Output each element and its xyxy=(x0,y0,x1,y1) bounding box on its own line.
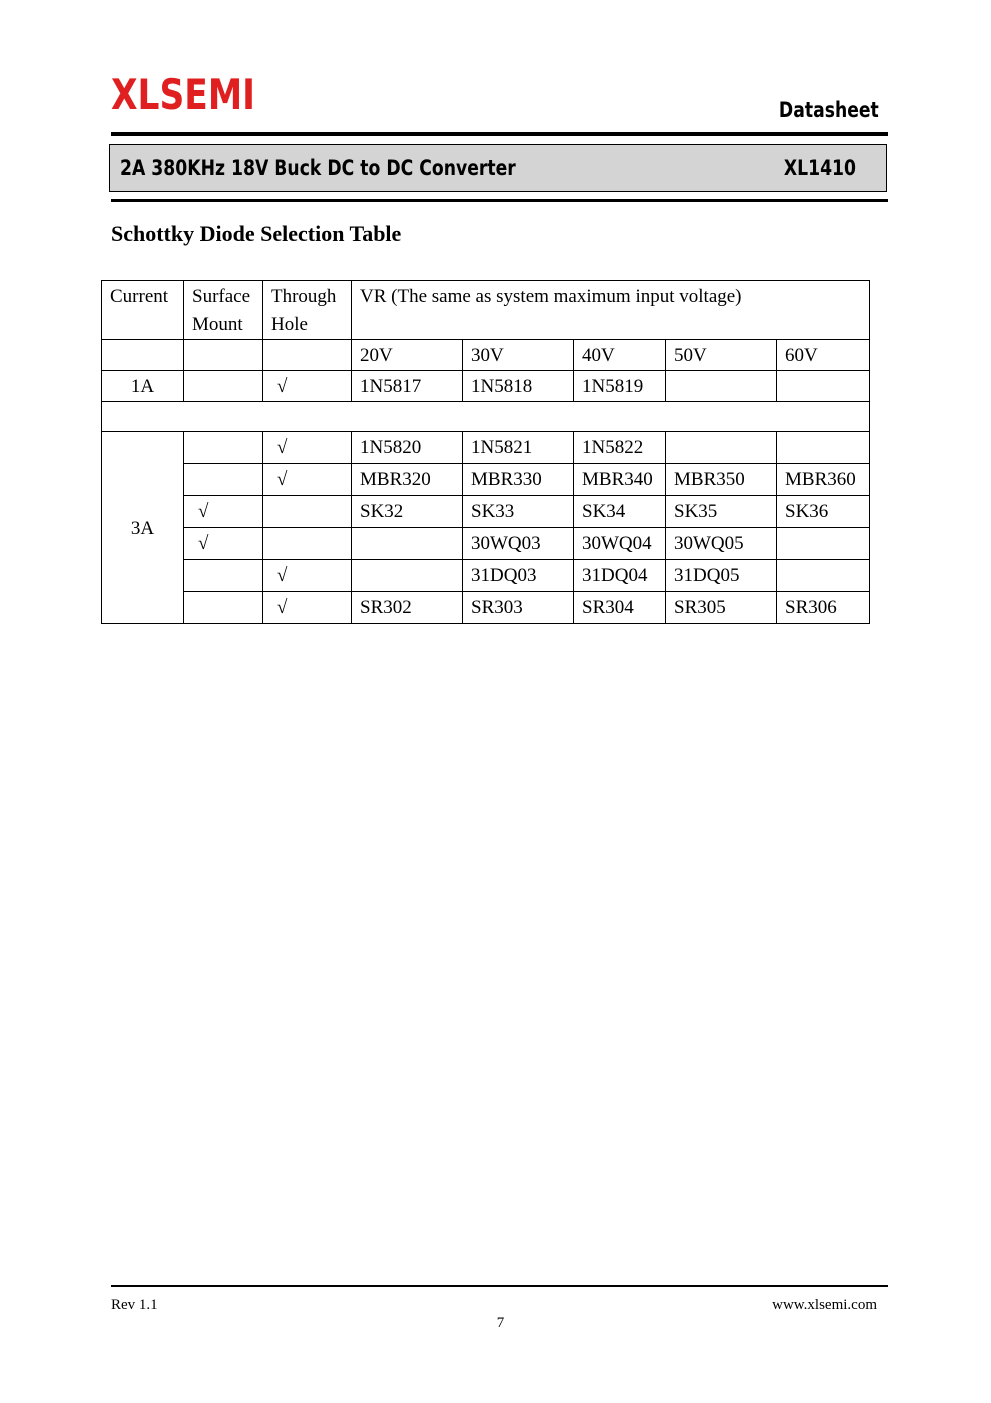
title-bar xyxy=(109,144,887,192)
part-cell xyxy=(777,528,870,560)
surface-mount-cell: √ xyxy=(184,528,263,560)
part-cell: MBR360 xyxy=(777,464,870,496)
document-type: Datasheet xyxy=(779,98,879,122)
table-header-row xyxy=(102,281,870,340)
part-cell xyxy=(352,528,463,560)
part-cell: SK35 xyxy=(666,496,777,528)
header-through-hole-line1: Through xyxy=(271,286,337,307)
surface-mount-cell xyxy=(184,464,263,496)
part-cell: SK33 xyxy=(463,496,574,528)
part-cell: SR305 xyxy=(666,592,777,624)
part-number: XL1410 xyxy=(783,156,856,180)
table-row-3a xyxy=(102,464,870,496)
part-cell xyxy=(777,432,870,464)
part-cell: SR303 xyxy=(463,592,574,624)
part-cell: 31DQ05 xyxy=(666,560,777,592)
website-link[interactable]: www.xlsemi.com xyxy=(772,1297,877,1313)
through-hole-cell: √ xyxy=(263,432,352,464)
table-row-3a xyxy=(102,592,870,624)
surface-mount-cell xyxy=(184,371,263,402)
header-vr: VR (The same as system maximum input voltage) xyxy=(352,281,870,340)
part-cell xyxy=(777,560,870,592)
table-row-3a xyxy=(102,528,870,560)
part-cell xyxy=(352,560,463,592)
part-cell: SK36 xyxy=(777,496,870,528)
part-cell: MBR320 xyxy=(352,464,463,496)
part-cell: MBR340 xyxy=(574,464,666,496)
table-row-3a xyxy=(102,560,870,592)
company-logo: XLSEMI xyxy=(111,70,255,119)
surface-mount-cell xyxy=(184,592,263,624)
title-rule xyxy=(111,199,888,202)
through-hole-cell: √ xyxy=(263,560,352,592)
section-heading: Schottky Diode Selection Table xyxy=(111,221,402,246)
header-current: Current xyxy=(102,281,184,340)
voltage-row xyxy=(102,340,870,371)
part-cell: 1N5818 xyxy=(463,371,574,402)
footer-rule xyxy=(111,1285,888,1287)
table-row-3a xyxy=(102,432,870,464)
voltage-60v: 60V xyxy=(777,340,870,371)
voltage-40v: 40V xyxy=(574,340,666,371)
through-hole-cell: √ xyxy=(263,371,352,402)
current-cell: 1A xyxy=(102,371,184,402)
voltage-row-blank xyxy=(184,340,263,371)
part-cell: SR304 xyxy=(574,592,666,624)
part-cell: SR302 xyxy=(352,592,463,624)
voltage-50v: 50V xyxy=(666,340,777,371)
table-row-3a xyxy=(102,496,870,528)
product-title: 2A 380KHz 18V Buck DC to DC Converter xyxy=(120,156,516,180)
part-cell: 1N5821 xyxy=(463,432,574,464)
surface-mount-cell xyxy=(184,432,263,464)
spacer-cell xyxy=(102,402,870,432)
through-hole-cell xyxy=(263,528,352,560)
voltage-30v: 30V xyxy=(463,340,574,371)
part-cell: SR306 xyxy=(777,592,870,624)
part-cell: SK32 xyxy=(352,496,463,528)
header-surface-mount xyxy=(184,281,263,340)
part-cell: 31DQ03 xyxy=(463,560,574,592)
surface-mount-cell: √ xyxy=(184,496,263,528)
schottky-diode-table xyxy=(101,280,870,624)
part-cell: 31DQ04 xyxy=(574,560,666,592)
part-cell: MBR350 xyxy=(666,464,777,496)
part-cell: 30WQ03 xyxy=(463,528,574,560)
current-cell: 3A xyxy=(102,432,184,624)
part-cell xyxy=(666,432,777,464)
voltage-row-blank xyxy=(263,340,352,371)
revision-label: Rev 1.1 xyxy=(111,1297,158,1313)
voltage-20v: 20V xyxy=(352,340,463,371)
header-surface-mount-line2: Mount xyxy=(192,314,243,335)
part-cell: 1N5820 xyxy=(352,432,463,464)
header-rule xyxy=(111,132,888,136)
part-cell: MBR330 xyxy=(463,464,574,496)
part-cell: 1N5819 xyxy=(574,371,666,402)
part-cell: 1N5817 xyxy=(352,371,463,402)
part-cell xyxy=(777,371,870,402)
spacer-row xyxy=(102,402,870,432)
voltage-row-blank xyxy=(102,340,184,371)
header-through-hole-line2: Hole xyxy=(271,314,308,335)
through-hole-cell: √ xyxy=(263,592,352,624)
table-row-1a xyxy=(102,371,870,402)
part-cell: 30WQ04 xyxy=(574,528,666,560)
part-cell: SK34 xyxy=(574,496,666,528)
header-through-hole xyxy=(263,281,352,340)
part-cell: 30WQ05 xyxy=(666,528,777,560)
surface-mount-cell xyxy=(184,560,263,592)
part-cell xyxy=(666,371,777,402)
header-surface-mount-line1: Surface xyxy=(192,286,251,307)
part-cell: 1N5822 xyxy=(574,432,666,464)
through-hole-cell: √ xyxy=(263,464,352,496)
page-number: 7 xyxy=(496,1315,505,1331)
through-hole-cell xyxy=(263,496,352,528)
